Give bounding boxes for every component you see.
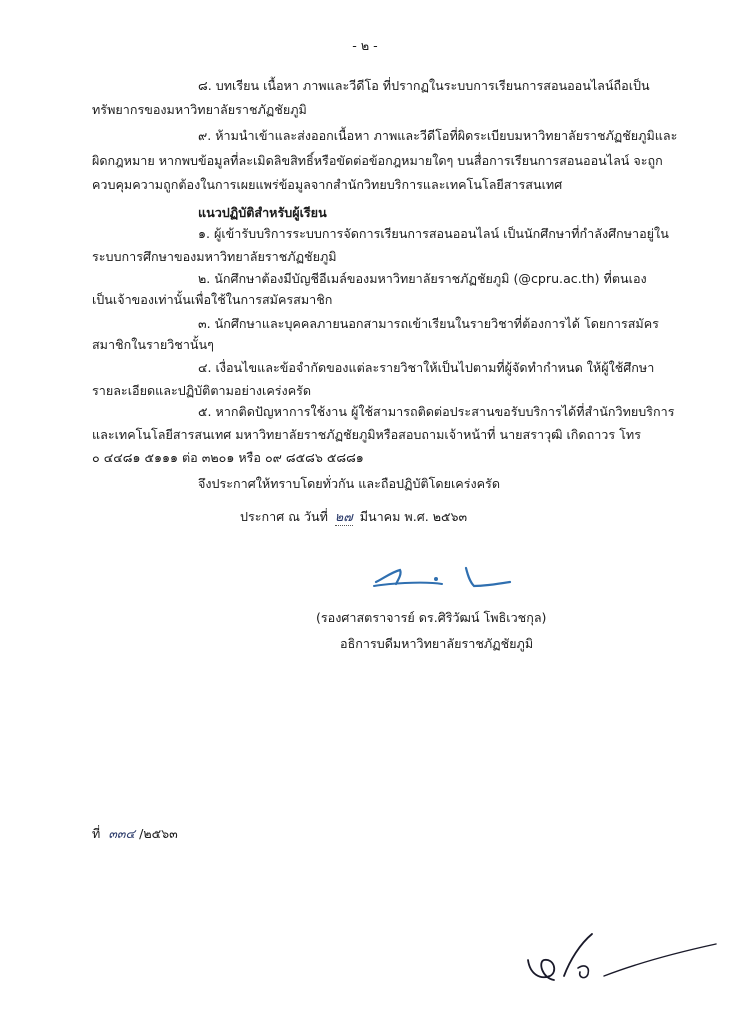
clause-9-line-1: ๙. ห้ามนำเข้าและส่งออกเนื้อหา ภาพและวีดีโอที่ผิดระเบียบมหาวิทยาลัยราชภัฏชัยภูมิและ	[198, 128, 678, 143]
clause-9-line-2: ผิดกฎหมาย หากพบข้อมูลที่ละเมิดลิขสิทธิ์หรือขัดต่อข้อกฎหมายใดๆ บนสื่อการเรียนการสอนออนไลน์ จะถูก	[92, 153, 663, 168]
reference-number	[92, 826, 178, 842]
page-number: - ๒ -	[352, 38, 378, 53]
guideline-3-line-2: สมาชิกในรายวิชานั้นๆ	[92, 337, 214, 352]
reference-suffix: /๒๕๖๓	[139, 826, 178, 841]
clause-9-line-3: ควบคุมความถูกต้องในการเผยแพร่ข้อมูลจากสำนักวิทยบริการและเทคโนโลยีสารสนเทศ	[92, 177, 563, 192]
guideline-2-line-1: ๒. นักศึกษาต้องมีบัญชีอีเมล์ของมหาวิทยาลัยราชภัฏชัยภูมิ (@cpru.ac.th) ที่ตนเอง	[198, 271, 647, 286]
guideline-1-line-1: ๑. ผู้เข้ารับบริการระบบการจัดการเรียนการสอนออนไลน์ เป็นนักศึกษาที่กำลังศึกษาอยู่ใน	[198, 226, 669, 241]
signatory-name: (รองศาสตราจารย์ ดร.ศิริวัฒน์ โพธิเวชกุล)	[316, 610, 547, 625]
announcement-text: จึงประกาศให้ทราบโดยทั่วกัน และถือปฏิบัติโดยเคร่งครัด	[198, 476, 500, 491]
guideline-5-line-3: ๐ ๔๔๘๑ ๕๑๑๑ ต่อ ๓๒๐๑ หรือ ๐๙ ๘๕๘๖ ๕๘๘๑	[92, 450, 364, 465]
guideline-2-line-2: เป็นเจ้าของเท่านั้นเพื่อใช้ในการสมัครสมาชิก	[92, 292, 333, 307]
director-signature	[370, 560, 520, 600]
guideline-5-line-1: ๕. หากติดปัญหาการใช้งาน ผู้ใช้สามารถติดต่อประสานขอรับบริการได้ที่สำนักวิทยบริการ	[198, 404, 675, 419]
initials-signature	[520, 930, 720, 990]
reference-prefix: ที่	[92, 826, 101, 841]
date-prefix: ประกาศ ณ วันที่	[240, 509, 328, 524]
guideline-4-line-1: ๔. เงื่อนไขและข้อจำกัดของแต่ละรายวิชาให้เป็นไปตามที่ผู้จัดทำกำหนด ให้ผู้ใช้ศึกษา	[198, 360, 655, 375]
guideline-1-line-2: ระบบการศึกษาของมหาวิทยาลัยราชภัฏชัยภูมิ	[92, 249, 337, 264]
date-suffix: มีนาคม พ.ศ. ๒๕๖๓	[359, 509, 468, 524]
guideline-4-line-2: รายละเอียดและปฏิบัติตามอย่างเคร่งครัด	[92, 383, 312, 398]
clause-8-line-1: ๘. บทเรียน เนื้อหา ภาพและวีดีโอ ที่ปรากฏในระบบการเรียนการสอนออนไลน์ถือเป็น	[198, 78, 650, 93]
reference-number-handwritten: ๓๓๔	[108, 826, 136, 841]
signatory-title: อธิการบดีมหาวิทยาลัยราชภัฏชัยภูมิ	[340, 636, 534, 651]
clause-8-line-2: ทรัพยากรของมหาวิทยาลัยราชภัฏชัยภูมิ	[92, 102, 307, 117]
guideline-3-line-1: ๓. นักศึกษาและบุคคลภายนอกสามารถเข้าเรียนในรายวิชาที่ต้องการได้ โดยการสมัคร	[198, 316, 659, 331]
guideline-5-line-2: และเทคโนโลยีสารสนเทศ มหาวิทยาลัยราชภัฏชัยภูมิหรือสอบถามเจ้าหน้าที่ นายสราวุฒิ เกิดถาวร โทร	[92, 427, 641, 442]
announcement-date	[240, 509, 467, 526]
date-day-handwritten: ๒๗	[334, 509, 353, 524]
guidelines-heading: แนวปฏิบัติสำหรับผู้เรียน	[198, 205, 327, 220]
